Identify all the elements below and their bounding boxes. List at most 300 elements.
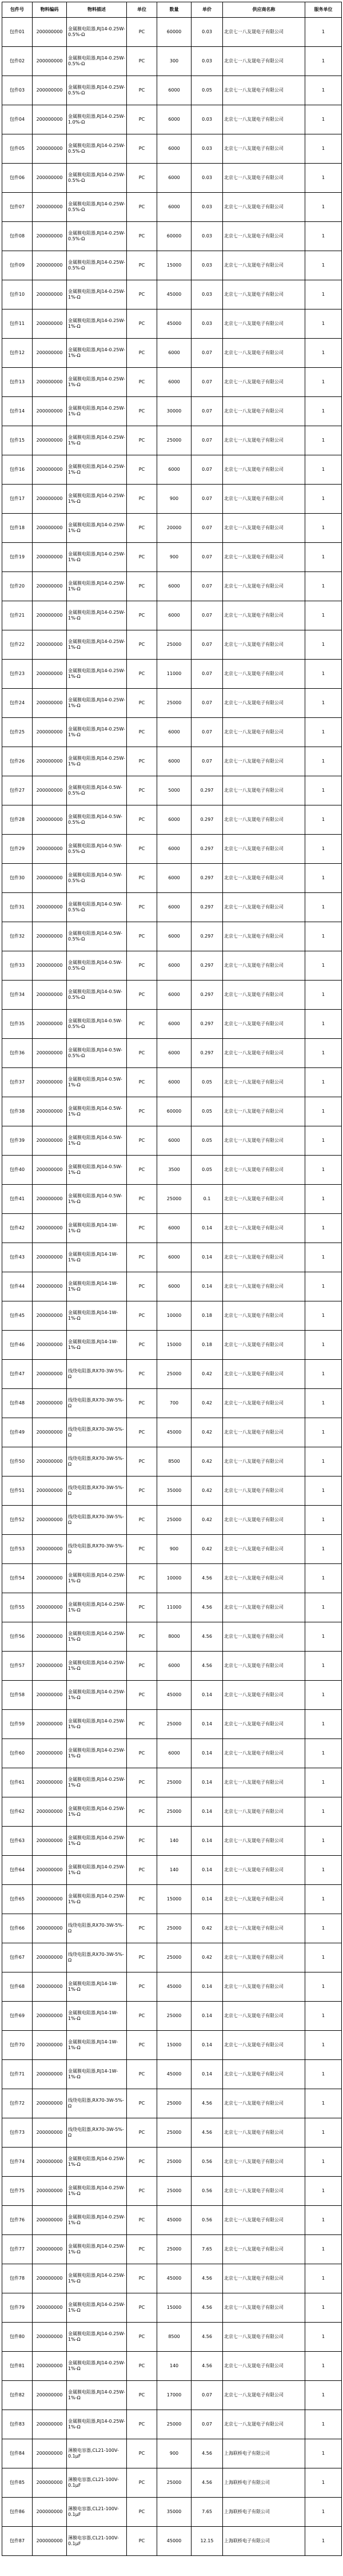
cell-unit: PC <box>127 776 157 805</box>
cell-package-no: 包件42 <box>2 1214 33 1243</box>
cell-unit-price: 4.56 <box>192 1622 223 1652</box>
table-row <box>2 1156 342 1185</box>
cell-material-code: 200000000 <box>33 2527 67 2556</box>
cell-material-code: 200000000 <box>33 1301 67 1331</box>
table-row <box>2 2177 342 2206</box>
cell-package-no: 包件71 <box>2 2060 33 2089</box>
cell-unit: PC <box>127 1856 157 1885</box>
cell-material-code: 200000000 <box>33 455 67 485</box>
cell-unit-price: 0.42 <box>192 1447 223 1476</box>
cell-unit-price: 0.03 <box>192 222 223 251</box>
cell-service-unit: 1 <box>305 368 342 397</box>
cell-material-desc: 金属膜电阻器,RJ14-0.25W-1%-Ω <box>67 1593 127 1622</box>
table-row <box>2 1068 342 1097</box>
cell-supplier: 北京七一八友晟电子有限公司 <box>223 18 305 47</box>
cell-package-no: 包件14 <box>2 397 33 426</box>
cell-unit: PC <box>127 2177 157 2206</box>
table-row <box>2 222 342 251</box>
cell-package-no: 包件15 <box>2 426 33 455</box>
cell-supplier: 北京七一八友晟电子有限公司 <box>223 76 305 105</box>
cell-material-desc: 金属膜电阻器,RJ14-1W-1%-Ω <box>67 1331 127 1360</box>
cell-unit-price: 0.03 <box>192 134 223 164</box>
cell-service-unit: 1 <box>305 485 342 514</box>
cell-material-code: 200000000 <box>33 689 67 718</box>
table-row <box>2 1214 342 1243</box>
cell-material-code: 200000000 <box>33 2118 67 2148</box>
cell-material-code: 200000000 <box>33 543 67 572</box>
cell-package-no: 包件03 <box>2 76 33 105</box>
cell-unit-price: 0.56 <box>192 2177 223 2206</box>
cell-unit-price: 0.14 <box>192 1739 223 1768</box>
cell-material-desc: 金属膜电阻器,RJ14-0.5W-0.5%-Ω <box>67 776 127 805</box>
cell-unit: PC <box>127 339 157 368</box>
cell-material-desc: 金属膜电阻器,RJ14-0.25W-1%-Ω <box>67 455 127 485</box>
cell-service-unit: 1 <box>305 922 342 951</box>
cell-service-unit: 1 <box>305 2352 342 2381</box>
cell-quantity: 45000 <box>157 2206 192 2235</box>
cell-service-unit: 1 <box>305 1972 342 2002</box>
cell-package-no: 包件85 <box>2 2468 33 2498</box>
cell-material-desc: 金属膜电阻器,RJ14-0.25W-1%-Ω <box>67 2235 127 2264</box>
cell-package-no: 包件68 <box>2 1972 33 2002</box>
cell-package-no: 包件72 <box>2 2089 33 2118</box>
table-row <box>2 1564 342 1593</box>
cell-material-code: 200000000 <box>33 1010 67 1039</box>
cell-quantity: 6000 <box>157 981 192 1010</box>
cell-supplier: 北京七一八友晟电子有限公司 <box>223 2352 305 2381</box>
table-row <box>2 1972 342 2002</box>
table-row <box>2 922 342 951</box>
cell-supplier: 上海联桥电子有限公司 <box>223 2439 305 2468</box>
table-row <box>2 1797 342 1827</box>
cell-material-desc: 金属膜电阻器,RJ14-0.5W-0.5%-Ω <box>67 893 127 922</box>
table-row <box>2 1856 342 1885</box>
cell-service-unit: 1 <box>305 1827 342 1856</box>
cell-supplier: 北京七一八友晟电子有限公司 <box>223 222 305 251</box>
cell-unit: PC <box>127 76 157 105</box>
cell-unit-price: 0.297 <box>192 1010 223 1039</box>
cell-unit: PC <box>127 2206 157 2235</box>
header-quantity: 数量 <box>157 2 192 18</box>
table-row <box>2 1126 342 1156</box>
table-row <box>2 455 342 485</box>
cell-package-no: 包件16 <box>2 455 33 485</box>
cell-unit: PC <box>127 1156 157 1185</box>
cell-supplier: 北京七一八友晟电子有限公司 <box>223 2177 305 2206</box>
cell-unit: PC <box>127 718 157 747</box>
cell-service-unit: 1 <box>305 47 342 76</box>
cell-material-code: 200000000 <box>33 1943 67 1972</box>
cell-unit-price: 0.14 <box>192 1272 223 1301</box>
cell-service-unit: 1 <box>305 2235 342 2264</box>
cell-service-unit: 1 <box>305 1768 342 1797</box>
cell-service-unit: 1 <box>305 1272 342 1301</box>
cell-supplier: 北京七一八友晟电子有限公司 <box>223 2293 305 2323</box>
cell-quantity: 25000 <box>157 2089 192 2118</box>
cell-unit: PC <box>127 2439 157 2468</box>
cell-material-desc: 金属膜电阻器,RJ14-1W-1%-Ω <box>67 2002 127 2031</box>
table-row <box>2 1039 342 1068</box>
cell-material-code: 200000000 <box>33 1418 67 1447</box>
cell-unit: PC <box>127 2410 157 2439</box>
cell-quantity: 45000 <box>157 1681 192 1710</box>
cell-quantity: 6000 <box>157 76 192 105</box>
cell-package-no: 包件74 <box>2 2148 33 2177</box>
cell-unit-price: 4.56 <box>192 2439 223 2468</box>
cell-service-unit: 1 <box>305 1564 342 1593</box>
cell-package-no: 包件31 <box>2 893 33 922</box>
cell-unit: PC <box>127 2264 157 2293</box>
cell-service-unit: 1 <box>305 76 342 105</box>
cell-material-code: 200000000 <box>33 630 67 660</box>
cell-unit-price: 0.42 <box>192 1506 223 1535</box>
cell-material-desc: 金属膜电阻器,RJ14-1W-1%-Ω <box>67 1243 127 1272</box>
cell-service-unit: 1 <box>305 2060 342 2089</box>
cell-material-desc: 金属膜电阻器,RJ14-0.25W-1%-Ω <box>67 2381 127 2410</box>
cell-unit: PC <box>127 18 157 47</box>
cell-material-desc: 金属膜电阻器,RJ14-0.5W-1%-Ω <box>67 1126 127 1156</box>
cell-material-code: 200000000 <box>33 1535 67 1564</box>
cell-service-unit: 1 <box>305 630 342 660</box>
cell-material-desc: 线绕电阻器,RX70-3W-5%-Ω <box>67 2118 127 2148</box>
cell-unit-price: 0.07 <box>192 2381 223 2410</box>
cell-unit: PC <box>127 1243 157 1272</box>
cell-service-unit: 1 <box>305 951 342 981</box>
cell-service-unit: 1 <box>305 2031 342 2060</box>
cell-material-desc: 薄膜电容器,CL21-100V-0.1μF <box>67 2498 127 2527</box>
cell-quantity: 6000 <box>157 893 192 922</box>
cell-material-code: 200000000 <box>33 1272 67 1301</box>
cell-unit: PC <box>127 1039 157 1068</box>
cell-package-no: 包件11 <box>2 309 33 339</box>
cell-material-code: 200000000 <box>33 1739 67 1768</box>
cell-unit: PC <box>127 1622 157 1652</box>
cell-service-unit: 1 <box>305 1710 342 1739</box>
cell-material-code: 200000000 <box>33 134 67 164</box>
cell-quantity: 25000 <box>157 1768 192 1797</box>
cell-material-code: 200000000 <box>33 1185 67 1214</box>
cell-unit-price: 0.07 <box>192 660 223 689</box>
cell-unit-price: 0.07 <box>192 397 223 426</box>
cell-unit-price: 0.56 <box>192 2148 223 2177</box>
table-row <box>2 1447 342 1476</box>
cell-supplier: 北京七一八友晟电子有限公司 <box>223 2002 305 2031</box>
cell-package-no: 包件18 <box>2 514 33 543</box>
cell-material-code: 200000000 <box>33 835 67 864</box>
cell-service-unit: 1 <box>305 1622 342 1652</box>
cell-quantity: 6000 <box>157 193 192 222</box>
cell-material-desc: 线绕电阻器,RX70-3W-5%-Ω <box>67 1506 127 1535</box>
table-row <box>2 747 342 776</box>
cell-unit: PC <box>127 485 157 514</box>
cell-package-no: 包件32 <box>2 922 33 951</box>
cell-supplier: 北京七一八友晟电子有限公司 <box>223 1681 305 1710</box>
cell-package-no: 包件36 <box>2 1039 33 1068</box>
cell-quantity: 11000 <box>157 660 192 689</box>
table-row <box>2 2148 342 2177</box>
cell-material-desc: 金属膜电阻器,RJ14-0.25W-1.0%-Ω <box>67 105 127 134</box>
cell-quantity: 17000 <box>157 2381 192 2410</box>
cell-unit: PC <box>127 514 157 543</box>
cell-material-code: 200000000 <box>33 1447 67 1476</box>
cell-service-unit: 1 <box>305 1185 342 1214</box>
cell-package-no: 包件84 <box>2 2439 33 2468</box>
cell-unit: PC <box>127 864 157 893</box>
cell-material-desc: 金属膜电阻器,RJ14-0.25W-1%-Ω <box>67 426 127 455</box>
cell-service-unit: 1 <box>305 981 342 1010</box>
cell-unit-price: 0.03 <box>192 105 223 134</box>
cell-package-no: 包件38 <box>2 1097 33 1126</box>
cell-service-unit: 1 <box>305 2089 342 2118</box>
cell-service-unit: 1 <box>305 164 342 193</box>
table-row <box>2 134 342 164</box>
cell-supplier: 北京七一八友晟电子有限公司 <box>223 689 305 718</box>
cell-material-code: 200000000 <box>33 2439 67 2468</box>
table-row <box>2 1097 342 1126</box>
cell-package-no: 包件78 <box>2 2264 33 2293</box>
cell-material-code: 200000000 <box>33 1914 67 1943</box>
cell-quantity: 25000 <box>157 2118 192 2148</box>
cell-material-code: 200000000 <box>33 339 67 368</box>
cell-unit: PC <box>127 1943 157 1972</box>
cell-supplier: 北京七一八友晟电子有限公司 <box>223 397 305 426</box>
cell-unit: PC <box>127 134 157 164</box>
cell-quantity: 900 <box>157 2439 192 2468</box>
cell-quantity: 10000 <box>157 1301 192 1331</box>
cell-supplier: 北京七一八友晟电子有限公司 <box>223 1360 305 1389</box>
cell-package-no: 包件58 <box>2 1681 33 1710</box>
cell-supplier: 上海联桥电子有限公司 <box>223 2498 305 2527</box>
table-row <box>2 1768 342 1797</box>
cell-service-unit: 1 <box>305 1214 342 1243</box>
cell-supplier: 北京七一八友晟电子有限公司 <box>223 1652 305 1681</box>
header-material-desc: 物料描述 <box>67 2 127 18</box>
cell-unit-price: 0.05 <box>192 1126 223 1156</box>
cell-service-unit: 1 <box>305 689 342 718</box>
cell-supplier: 北京七一八友晟电子有限公司 <box>223 572 305 601</box>
cell-package-no: 包件23 <box>2 660 33 689</box>
cell-unit: PC <box>127 1506 157 1535</box>
cell-supplier: 北京七一八友晟电子有限公司 <box>223 1331 305 1360</box>
cell-unit-price: 0.42 <box>192 1914 223 1943</box>
cell-package-no: 包件28 <box>2 805 33 835</box>
cell-material-desc: 线绕电阻器,RX70-3W-5%-Ω <box>67 1476 127 1506</box>
cell-quantity: 140 <box>157 1827 192 1856</box>
cell-unit-price: 0.14 <box>192 1885 223 1914</box>
cell-material-code: 200000000 <box>33 18 67 47</box>
cell-unit: PC <box>127 951 157 981</box>
cell-package-no: 包件60 <box>2 1739 33 1768</box>
table-row <box>2 1739 342 1768</box>
cell-unit-price: 4.56 <box>192 2352 223 2381</box>
cell-material-desc: 金属膜电阻器,RJ14-0.25W-1%-Ω <box>67 572 127 601</box>
cell-material-desc: 金属膜电阻器,RJ14-0.25W-1%-Ω <box>67 2264 127 2293</box>
cell-supplier: 北京七一八友晟电子有限公司 <box>223 47 305 76</box>
cell-service-unit: 1 <box>305 2439 342 2468</box>
cell-material-desc: 金属膜电阻器,RJ14-0.25W-1%-Ω <box>67 1710 127 1739</box>
cell-package-no: 包件66 <box>2 1914 33 1943</box>
cell-unit-price: 0.07 <box>192 455 223 485</box>
cell-quantity: 6000 <box>157 951 192 981</box>
cell-unit: PC <box>127 1476 157 1506</box>
cell-package-no: 包件20 <box>2 572 33 601</box>
cell-package-no: 包件57 <box>2 1652 33 1681</box>
cell-package-no: 包件05 <box>2 134 33 164</box>
cell-package-no: 包件77 <box>2 2235 33 2264</box>
cell-material-code: 200000000 <box>33 660 67 689</box>
cell-package-no: 包件43 <box>2 1243 33 1272</box>
cell-material-code: 200000000 <box>33 1214 67 1243</box>
cell-supplier: 北京七一八友晟电子有限公司 <box>223 1272 305 1301</box>
cell-service-unit: 1 <box>305 2323 342 2352</box>
cell-service-unit: 1 <box>305 1476 342 1506</box>
cell-material-code: 200000000 <box>33 1856 67 1885</box>
cell-quantity: 6000 <box>157 1739 192 1768</box>
cell-unit: PC <box>127 893 157 922</box>
cell-service-unit: 1 <box>305 1593 342 1622</box>
cell-unit: PC <box>127 1214 157 1243</box>
cell-material-code: 200000000 <box>33 2381 67 2410</box>
cell-package-no: 包件46 <box>2 1331 33 1360</box>
cell-supplier: 北京七一八友晟电子有限公司 <box>223 2410 305 2439</box>
cell-unit: PC <box>127 1126 157 1156</box>
cell-quantity: 6000 <box>157 164 192 193</box>
cell-supplier: 北京七一八友晟电子有限公司 <box>223 2323 305 2352</box>
cell-package-no: 包件26 <box>2 747 33 776</box>
cell-unit: PC <box>127 1681 157 1710</box>
cell-service-unit: 1 <box>305 2264 342 2293</box>
cell-material-code: 200000000 <box>33 47 67 76</box>
cell-unit: PC <box>127 1097 157 1126</box>
cell-material-desc: 线绕电阻器,RX70-3W-5%-Ω <box>67 1447 127 1476</box>
cell-unit-price: 0.42 <box>192 1360 223 1389</box>
cell-service-unit: 1 <box>305 1535 342 1564</box>
cell-material-desc: 金属膜电阻器,RJ14-1W-1%-Ω <box>67 1972 127 2002</box>
table-row <box>2 368 342 397</box>
cell-package-no: 包件67 <box>2 1943 33 1972</box>
cell-service-unit: 1 <box>305 2410 342 2439</box>
cell-unit-price: 0.03 <box>192 18 223 47</box>
cell-quantity: 6000 <box>157 368 192 397</box>
cell-material-desc: 金属膜电阻器,RJ14-1W-1%-Ω <box>67 1301 127 1331</box>
cell-package-no: 包件82 <box>2 2381 33 2410</box>
cell-service-unit: 1 <box>305 2381 342 2410</box>
cell-quantity: 6000 <box>157 1214 192 1243</box>
cell-package-no: 包件07 <box>2 193 33 222</box>
cell-quantity: 25000 <box>157 2235 192 2264</box>
cell-package-no: 包件29 <box>2 835 33 864</box>
cell-quantity: 25000 <box>157 1914 192 1943</box>
cell-supplier: 北京七一八友晟电子有限公司 <box>223 280 305 309</box>
cell-unit: PC <box>127 747 157 776</box>
cell-unit-price: 0.03 <box>192 251 223 280</box>
cell-service-unit: 1 <box>305 309 342 339</box>
cell-material-desc: 金属膜电阻器,RJ14-0.25W-1%-Ω <box>67 601 127 630</box>
cell-unit-price: 0.42 <box>192 1418 223 1447</box>
cell-supplier: 北京七一八友晟电子有限公司 <box>223 1856 305 1885</box>
cell-material-desc: 金属膜电阻器,RJ14-0.25W-1%-Ω <box>67 514 127 543</box>
cell-material-code: 200000000 <box>33 1972 67 2002</box>
cell-material-desc: 金属膜电阻器,RJ14-0.25W-1%-Ω <box>67 1827 127 1856</box>
cell-quantity: 25000 <box>157 1710 192 1739</box>
cell-unit: PC <box>127 368 157 397</box>
cell-material-desc: 线绕电阻器,RX70-3W-5%-Ω <box>67 1360 127 1389</box>
cell-service-unit: 1 <box>305 2177 342 2206</box>
table-row <box>2 2235 342 2264</box>
cell-quantity: 5000 <box>157 776 192 805</box>
cell-package-no: 包件51 <box>2 1476 33 1506</box>
cell-package-no: 包件79 <box>2 2293 33 2323</box>
cell-material-code: 200000000 <box>33 951 67 981</box>
cell-material-desc: 金属膜电阻器,RJ14-0.25W-1%-Ω <box>67 1681 127 1710</box>
cell-service-unit: 1 <box>305 543 342 572</box>
cell-unit: PC <box>127 280 157 309</box>
cell-material-desc: 金属膜电阻器,RJ14-0.5W-0.5%-Ω <box>67 805 127 835</box>
cell-material-desc: 金属膜电阻器,RJ14-0.5W-0.5%-Ω <box>67 951 127 981</box>
cell-unit-price: 0.14 <box>192 1681 223 1710</box>
cell-supplier: 北京七一八友晟电子有限公司 <box>223 1885 305 1914</box>
cell-unit: PC <box>127 47 157 76</box>
cell-material-desc: 线绕电阻器,RX70-3W-5%-Ω <box>67 1943 127 1972</box>
cell-material-desc: 金属膜电阻器,RJ14-0.25W-1%-Ω <box>67 660 127 689</box>
table-row <box>2 2439 342 2468</box>
cell-unit-price: 0.14 <box>192 2060 223 2089</box>
cell-quantity: 6000 <box>157 455 192 485</box>
table-row <box>2 339 342 368</box>
cell-quantity: 11000 <box>157 1593 192 1622</box>
cell-unit: PC <box>127 2293 157 2323</box>
cell-unit: PC <box>127 2352 157 2381</box>
cell-service-unit: 1 <box>305 660 342 689</box>
table-row <box>2 1710 342 1739</box>
cell-unit-price: 0.14 <box>192 2002 223 2031</box>
cell-quantity: 45000 <box>157 2527 192 2556</box>
cell-supplier: 北京七一八友晟电子有限公司 <box>223 864 305 893</box>
cell-unit: PC <box>127 601 157 630</box>
cell-material-code: 200000000 <box>33 2468 67 2498</box>
cell-quantity: 25000 <box>157 2468 192 2498</box>
header-unit-price: 单价 <box>192 2 223 18</box>
cell-unit-price: 7.65 <box>192 2235 223 2264</box>
table-row <box>2 1827 342 1856</box>
cell-material-desc: 金属膜电阻器,RJ14-0.25W-1%-Ω <box>67 747 127 776</box>
cell-quantity: 8500 <box>157 1447 192 1476</box>
cell-material-code: 200000000 <box>33 2002 67 2031</box>
cell-supplier: 北京七一八友晟电子有限公司 <box>223 1447 305 1476</box>
table-row <box>2 2323 342 2352</box>
cell-supplier: 北京七一八友晟电子有限公司 <box>223 1564 305 1593</box>
cell-quantity: 3500 <box>157 1156 192 1185</box>
cell-material-desc: 金属膜电阻器,RJ14-1W-1%-Ω <box>67 2031 127 2060</box>
cell-unit: PC <box>127 2527 157 2556</box>
cell-unit: PC <box>127 1652 157 1681</box>
cell-unit: PC <box>127 397 157 426</box>
cell-supplier: 北京七一八友晟电子有限公司 <box>223 164 305 193</box>
cell-service-unit: 1 <box>305 1739 342 1768</box>
cell-package-no: 包件55 <box>2 1593 33 1622</box>
table-row <box>2 1593 342 1622</box>
cell-material-desc: 金属膜电阻器,RJ14-0.25W-0.5%-Ω <box>67 134 127 164</box>
cell-quantity: 25000 <box>157 1506 192 1535</box>
cell-material-desc: 金属膜电阻器,RJ14-0.5W-1%-Ω <box>67 1185 127 1214</box>
table-row <box>2 981 342 1010</box>
cell-package-no: 包件44 <box>2 1272 33 1301</box>
cell-quantity: 25000 <box>157 2410 192 2439</box>
cell-unit: PC <box>127 689 157 718</box>
cell-supplier: 北京七一八友晟电子有限公司 <box>223 514 305 543</box>
cell-service-unit: 1 <box>305 864 342 893</box>
cell-material-code: 200000000 <box>33 514 67 543</box>
